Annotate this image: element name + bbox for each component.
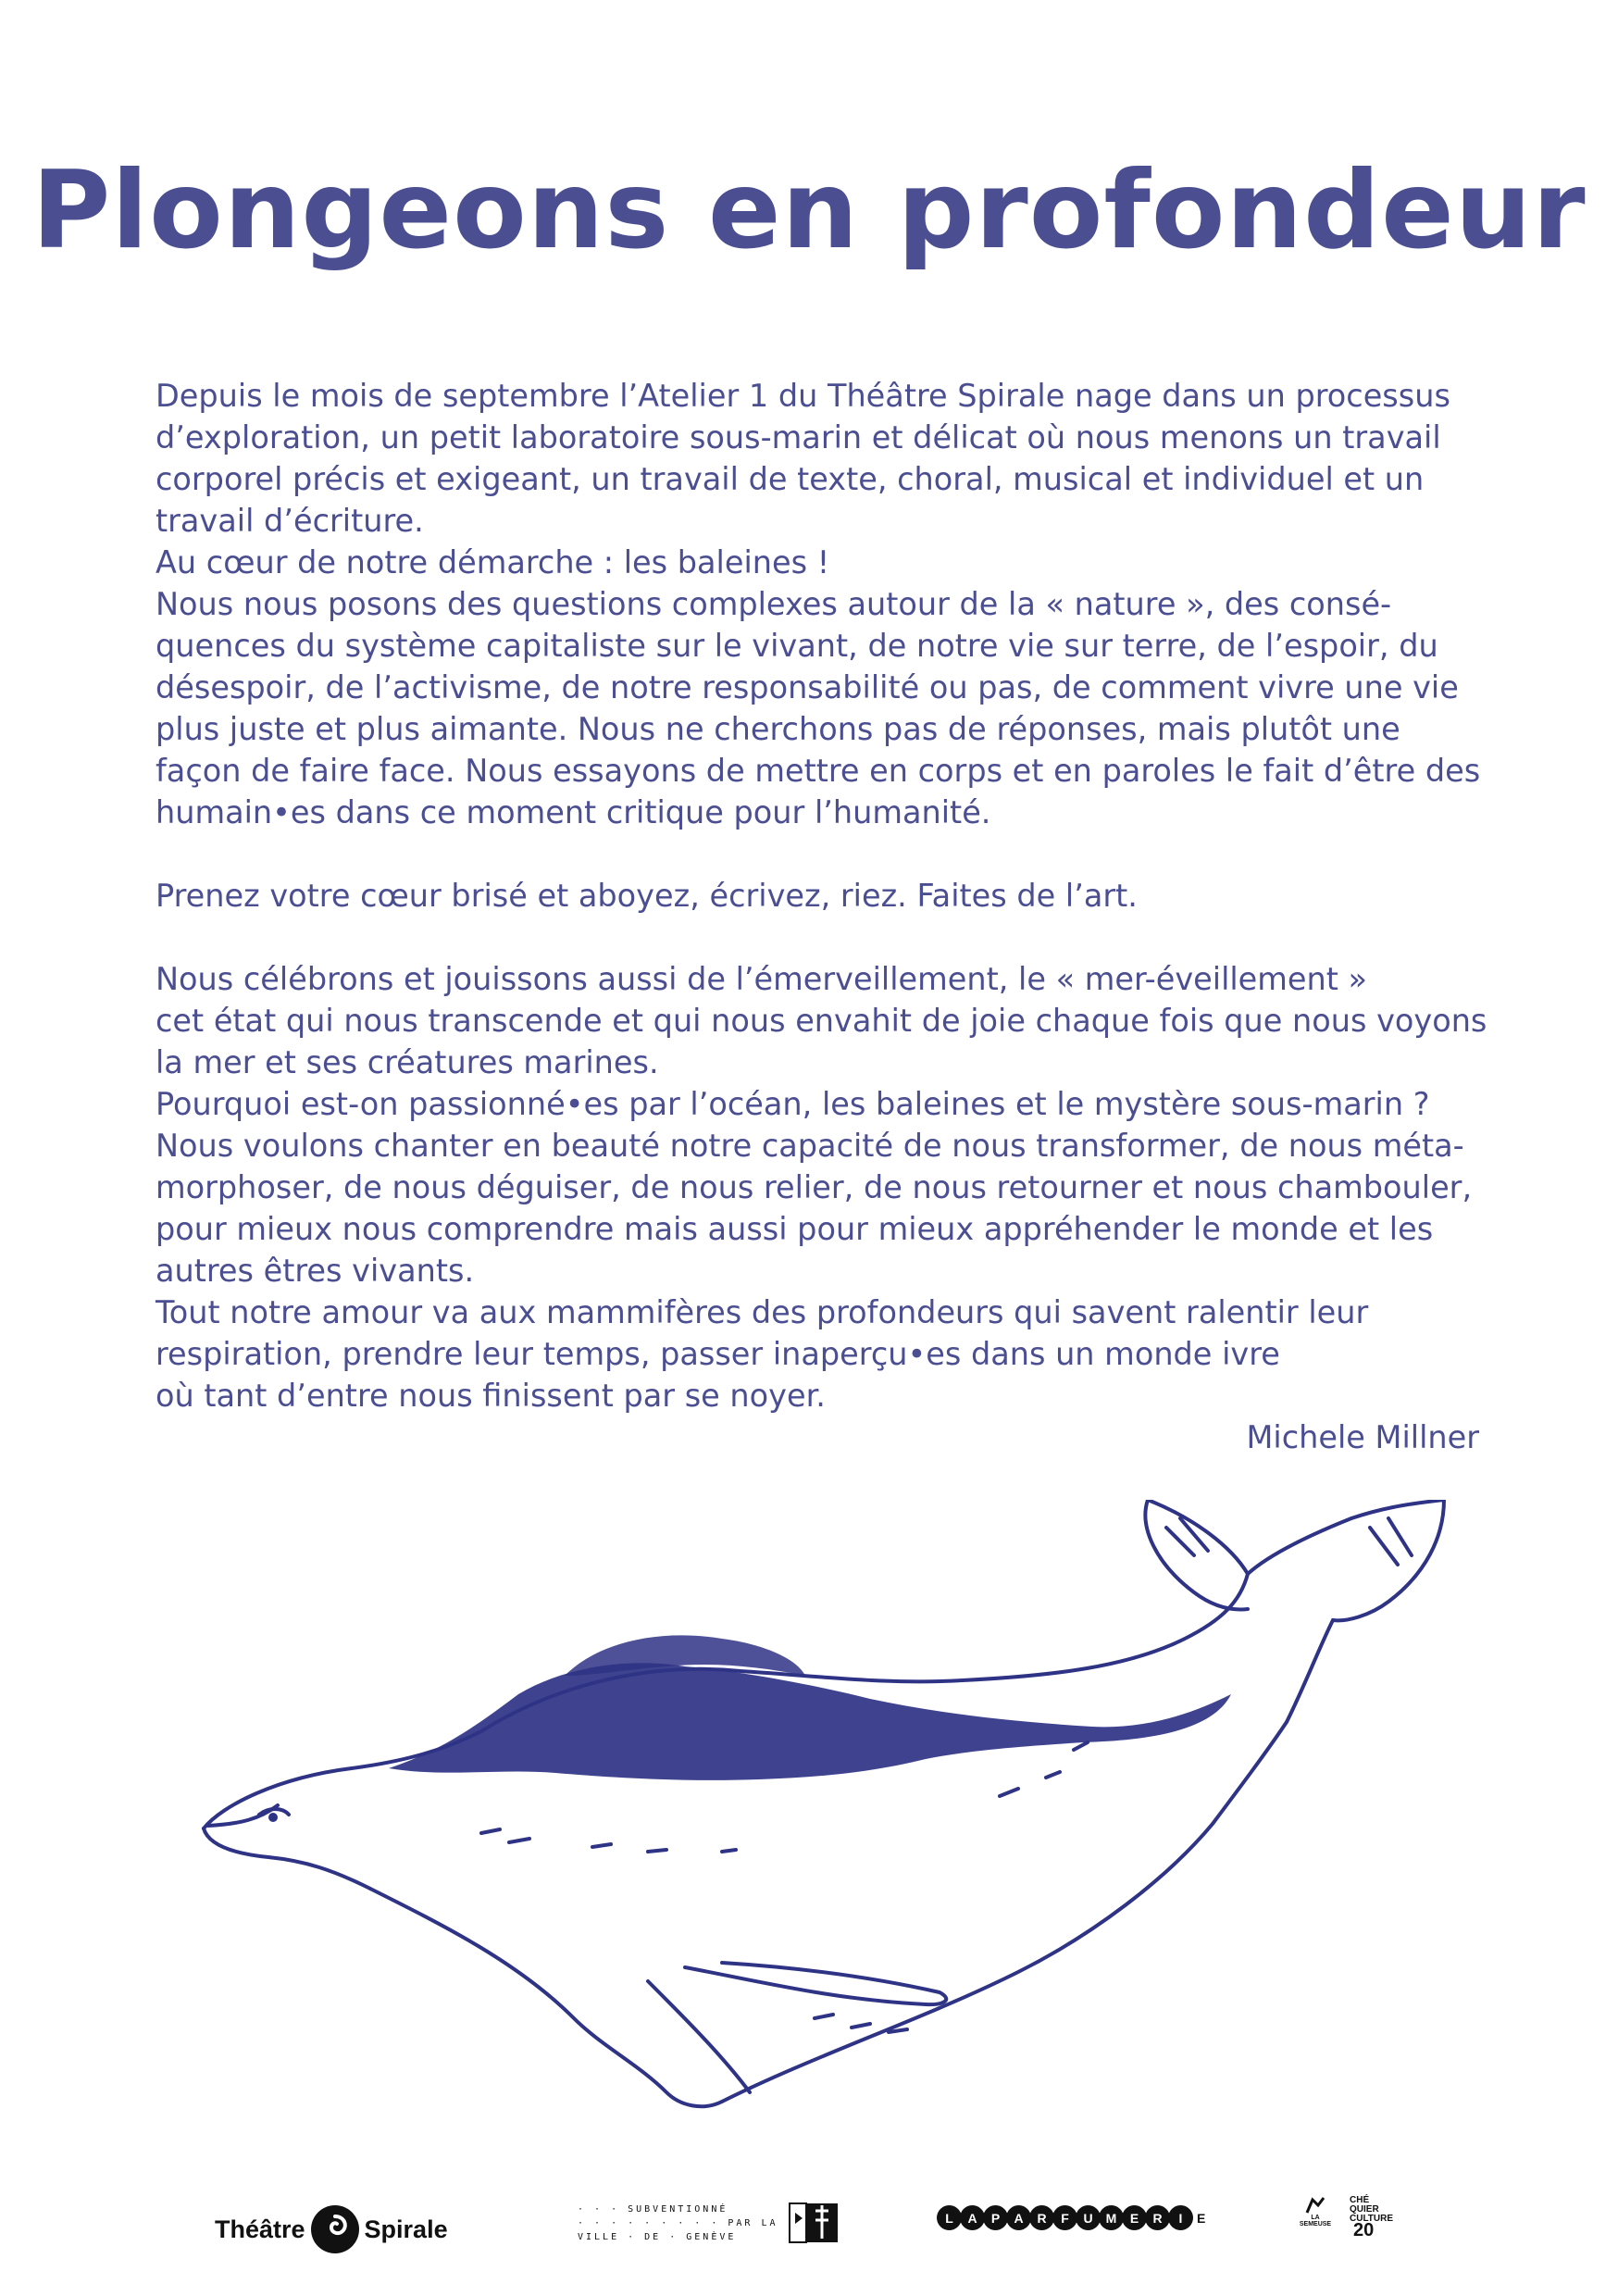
body-line: corporel précis et exigeant, un travail de texte, choral, musical et individuel et un [156,461,1425,497]
article-body [156,375,1487,1458]
body-line: autres êtres vivants. [156,1253,475,1289]
body-line: Pourquoi est-on passionné•es par l’océan, les baleines et le mystère sous-marin ? [156,1086,1430,1122]
parfumerie-letter: M [1099,2205,1124,2230]
body-line: Prenez votre cœur brisé et aboyez, écrivez, riez. Faites de l’art. [156,878,1138,914]
ville-line1: · · · SUBVENTIONNÉ [578,2203,728,2215]
parfumerie-letter: R [1145,2205,1170,2230]
body-line: respiration, prendre leur temps, passer inaperçu•es dans un monde ivre [156,1336,1280,1372]
body-line: Nous voulons chanter en beauté notre capacité de nous transformer, de nous méta- [156,1128,1464,1164]
paragraph-gap [156,833,1479,875]
parfumerie-letter: I [1168,2205,1193,2230]
parfumerie-end-letter: E [1197,2210,1206,2226]
body-line: Nous célébrons et jouissons aussi de l’émerveillement, le « mer-éveillement » [156,961,1368,997]
cheque-culture-logo [1296,2196,1416,2261]
body-line: morphoser, de nous déguiser, de nous relier, de nous retourner et nous chambouler, [156,1169,1473,1205]
spirale-right-text: Spirale [364,2215,448,2243]
geneva-crest-icon [788,2202,843,2244]
semeuse-text: LA SEMEUSE [1299,2215,1332,2227]
parfumerie-letter: L [937,2205,962,2230]
body-line: cet état qui nous transcende et qui nous envahit de joie chaque fois que nous voyons [156,1003,1487,1039]
parfumerie-letter: R [1029,2205,1054,2230]
body-line: Au cœur de notre démarche : les baleines ! [156,544,830,580]
body-line: quences du système capitaliste sur le vivant, de notre vie sur terre, de l’espoir, du [156,628,1438,664]
theatre-spirale-logo [215,2203,448,2255]
whale-illustration [167,1500,1481,2148]
body-line: où tant d’entre nous finissent par se noyer. [156,1378,826,1414]
cheque-line2: QUIER [1350,2204,1379,2215]
body-line: travail d’écriture. [156,503,424,539]
body-line: la mer et ses créatures marines. [156,1044,659,1080]
article-lines [156,375,1487,1416]
partner-logos [0,2185,1618,2287]
parfumerie-letter: A [960,2205,985,2230]
body-line: humain•es dans ce moment critique pour l’humanité. [156,794,991,830]
ville-line3: VILLE · DE · GENÈVE [578,2231,737,2242]
body-line: Tout notre amour va aux mammifères des profondeurs qui savent ralentir leur [156,1294,1369,1330]
parfumerie-letter: A [1006,2205,1031,2230]
page-title: Plongeons en profondeur [31,148,1587,273]
laparfumerie-logo [937,2205,1205,2230]
author-signature: Michele Millner [1246,1419,1479,1455]
body-line: pour mieux nous comprendre mais aussi pour mieux appréhender le monde et les [156,1211,1434,1247]
twenty-text: 20 [1353,2220,1375,2240]
cheque-line3: CULTURE [1350,2214,1394,2224]
ville-de-geneve-logo [578,2202,843,2244]
ville-line2: · · · · · · · · · PAR LA [578,2217,778,2228]
body-line: désespoir, de l’activisme, de notre responsabilité ou pas, de comment vivre une vie [156,669,1459,705]
body-line: plus juste et plus aimante. Nous ne cherchons pas de réponses, mais plutôt une [156,711,1400,747]
parfumerie-letter: P [983,2205,1008,2230]
body-line: Depuis le mois de septembre l’Atelier 1 du Théâtre Spirale nage dans un processus [156,378,1450,414]
spirale-left-text: Théâtre [215,2215,305,2243]
parfumerie-letter: E [1122,2205,1147,2230]
body-line: façon de faire face. Nous essayons de mettre en corps et en paroles le fait d’être des [156,753,1481,789]
body-line: d’exploration, un petit laboratoire sous-marin et délicat où nous menons un travail [156,419,1441,455]
cheque-line1: CHÉ [1350,2195,1370,2205]
body-line: Nous nous posons des questions complexes autour de la « nature », des consé- [156,586,1392,622]
parfumerie-letter: F [1052,2205,1077,2230]
spiral-icon [309,2203,361,2255]
paragraph-gap [156,917,1479,958]
sower-icon [1303,2196,1327,2215]
parfumerie-letter: U [1076,2205,1101,2230]
